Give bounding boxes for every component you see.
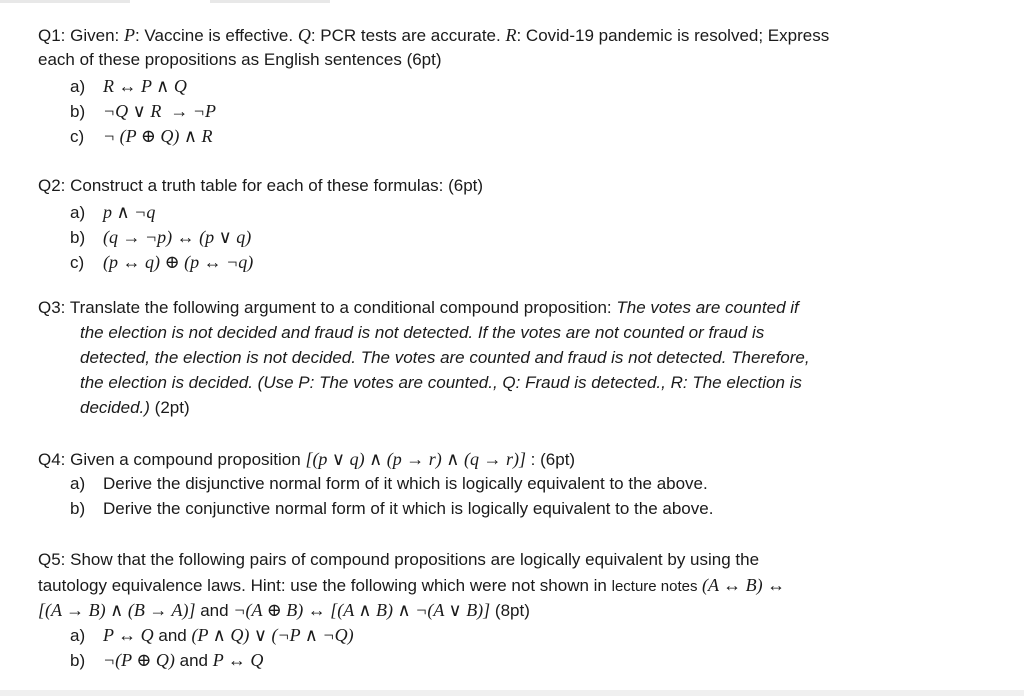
q1-header: Q1: Given: P: Vaccine is effective. Q: PCR tests are accurate. R: Covid-19 pandemic is resolved; Express [38, 25, 830, 45]
q1-header-line2: each of these propositions as English sentences (6pt) [38, 50, 442, 69]
q2-item-a: a) p ∧ ¬q [70, 202, 156, 222]
q4-header: Q4: Given a compound proposition [(p ∨ q) ∧ (p → r) ∧ (q → r)] : (6pt) [38, 449, 576, 469]
q1-item-c: c) ¬ (P ⊕ Q) ∧ R [70, 126, 213, 146]
q3-line-2: the election is not decided and fraud is not detected. If the votes are not counted or fraud is [80, 323, 765, 342]
q3-line-4: the election is decided. (Use P: The votes are counted., Q: Fraud is detected., R: The election is [80, 373, 802, 392]
q5-line-1: Q5: Show that the following pairs of compound propositions are logically equivalent by using the [38, 550, 760, 569]
q1-item-b: b) ¬Q ∨ R → ¬P [70, 101, 216, 121]
q5-item-a: a) P ↔ Q and (P ∧ Q) ∨ (¬P ∧ ¬Q) [70, 625, 354, 645]
q2-item-b: b) (q → ¬p) ↔ (p ∨ q) [70, 227, 252, 247]
q3-line-3: detected, the election is not decided. The votes are counted and fraud is not detected. Therefore, [80, 348, 810, 367]
q3-line-1: Q3: Translate the following argument to a conditional compound proposition: The votes are counted if [38, 298, 799, 317]
q4-item-b: b) Derive the conjunctive normal form of it which is logically equivalent to the above. [70, 499, 714, 518]
q5-item-b: b) ¬(P ⊕ Q) and P ↔ Q [70, 650, 264, 670]
q2-title: Q2: Construct a truth table for each of these formulas: (6pt) [38, 176, 484, 195]
q3-line-5: decided.) (2pt) [80, 398, 190, 417]
bottom-edge-fragment [0, 690, 1024, 696]
q1-item-a: a) R ↔ P ∧ Q [70, 76, 187, 96]
q5-line-3: [(A → B) ∧ (B → A)] and ¬(A ⊕ B) ↔ [(A ∧ B) ∧ ¬(A ∨ B)] (8pt) [38, 600, 530, 620]
top-edge-fragment [0, 0, 1024, 3]
q4-item-a: a) Derive the disjunctive normal form of it which is logically equivalent to the above. [70, 474, 708, 493]
q5-line-2: tautology equivalence laws. Hint: use the following which were not shown in lecture notes (A ↔ B) ↔ [38, 575, 786, 595]
q2-item-c: c) (p ↔ q) ⊕ (p ↔ ¬q) [70, 252, 254, 272]
